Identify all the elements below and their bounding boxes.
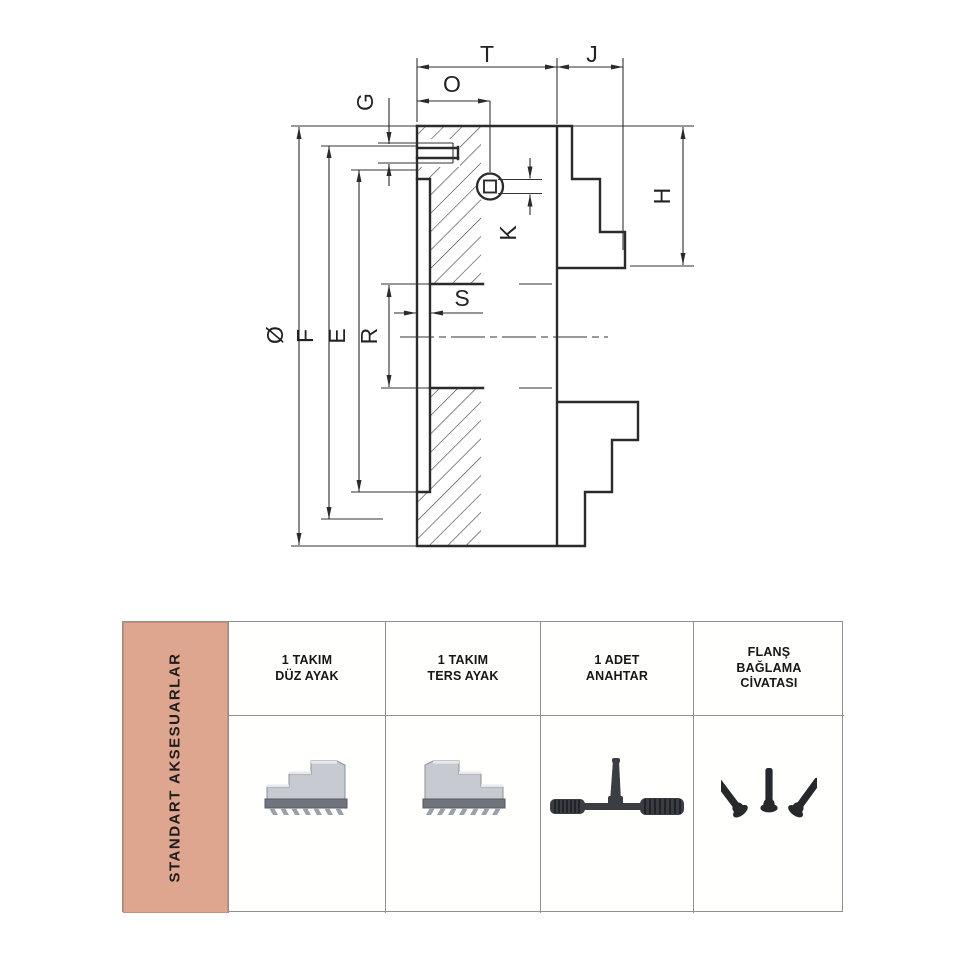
reverse-jaw [423,761,505,815]
reverse-jaws-photo-icon [415,757,511,823]
label-O: O [443,71,461,97]
cell-duz-ayak [228,716,385,913]
header-civatasi: FLANŞ BAĞLAMA CİVATASI [693,622,844,716]
label-K: K [495,225,521,241]
cell-anahtar [540,716,693,913]
label-T: T [479,41,495,67]
header-anahtar: 1 ADET ANAHTAR [540,622,693,716]
extension-lines [291,58,694,546]
key-socket [477,174,503,200]
cell-ters-ayak [385,716,540,913]
header-duz-ayak: 1 TAKIM DÜZ AYAK [228,622,385,716]
header-ters-ayak: 1 TAKIM TERS AYAK [385,622,540,716]
straight-jaw [265,761,347,815]
label-F: F [292,328,318,344]
accessories-row-header [123,622,228,913]
back-recess [417,179,430,492]
accessories-row-header-label: STANDART AKSESUARLAR [166,652,184,883]
label-J: J [586,41,598,67]
chuck-key [550,758,684,815]
label-G: G [352,93,378,111]
label-E: E [324,328,350,344]
label-S: S [454,285,470,311]
label-diameter: Ø [262,326,288,344]
label-H: H [649,187,675,205]
label-R: R [356,327,382,345]
straight-jaws-photo-icon [259,757,355,823]
standard-accessories-table [122,621,843,912]
chuck-key-photo-icon [548,758,686,822]
flange-bolts-photo-icon [721,759,817,821]
flange-bolts [721,768,817,820]
section-hatching [417,127,481,545]
cell-civatasi [693,716,844,913]
dimension-lines [299,67,683,545]
key-socket-square [484,181,496,193]
